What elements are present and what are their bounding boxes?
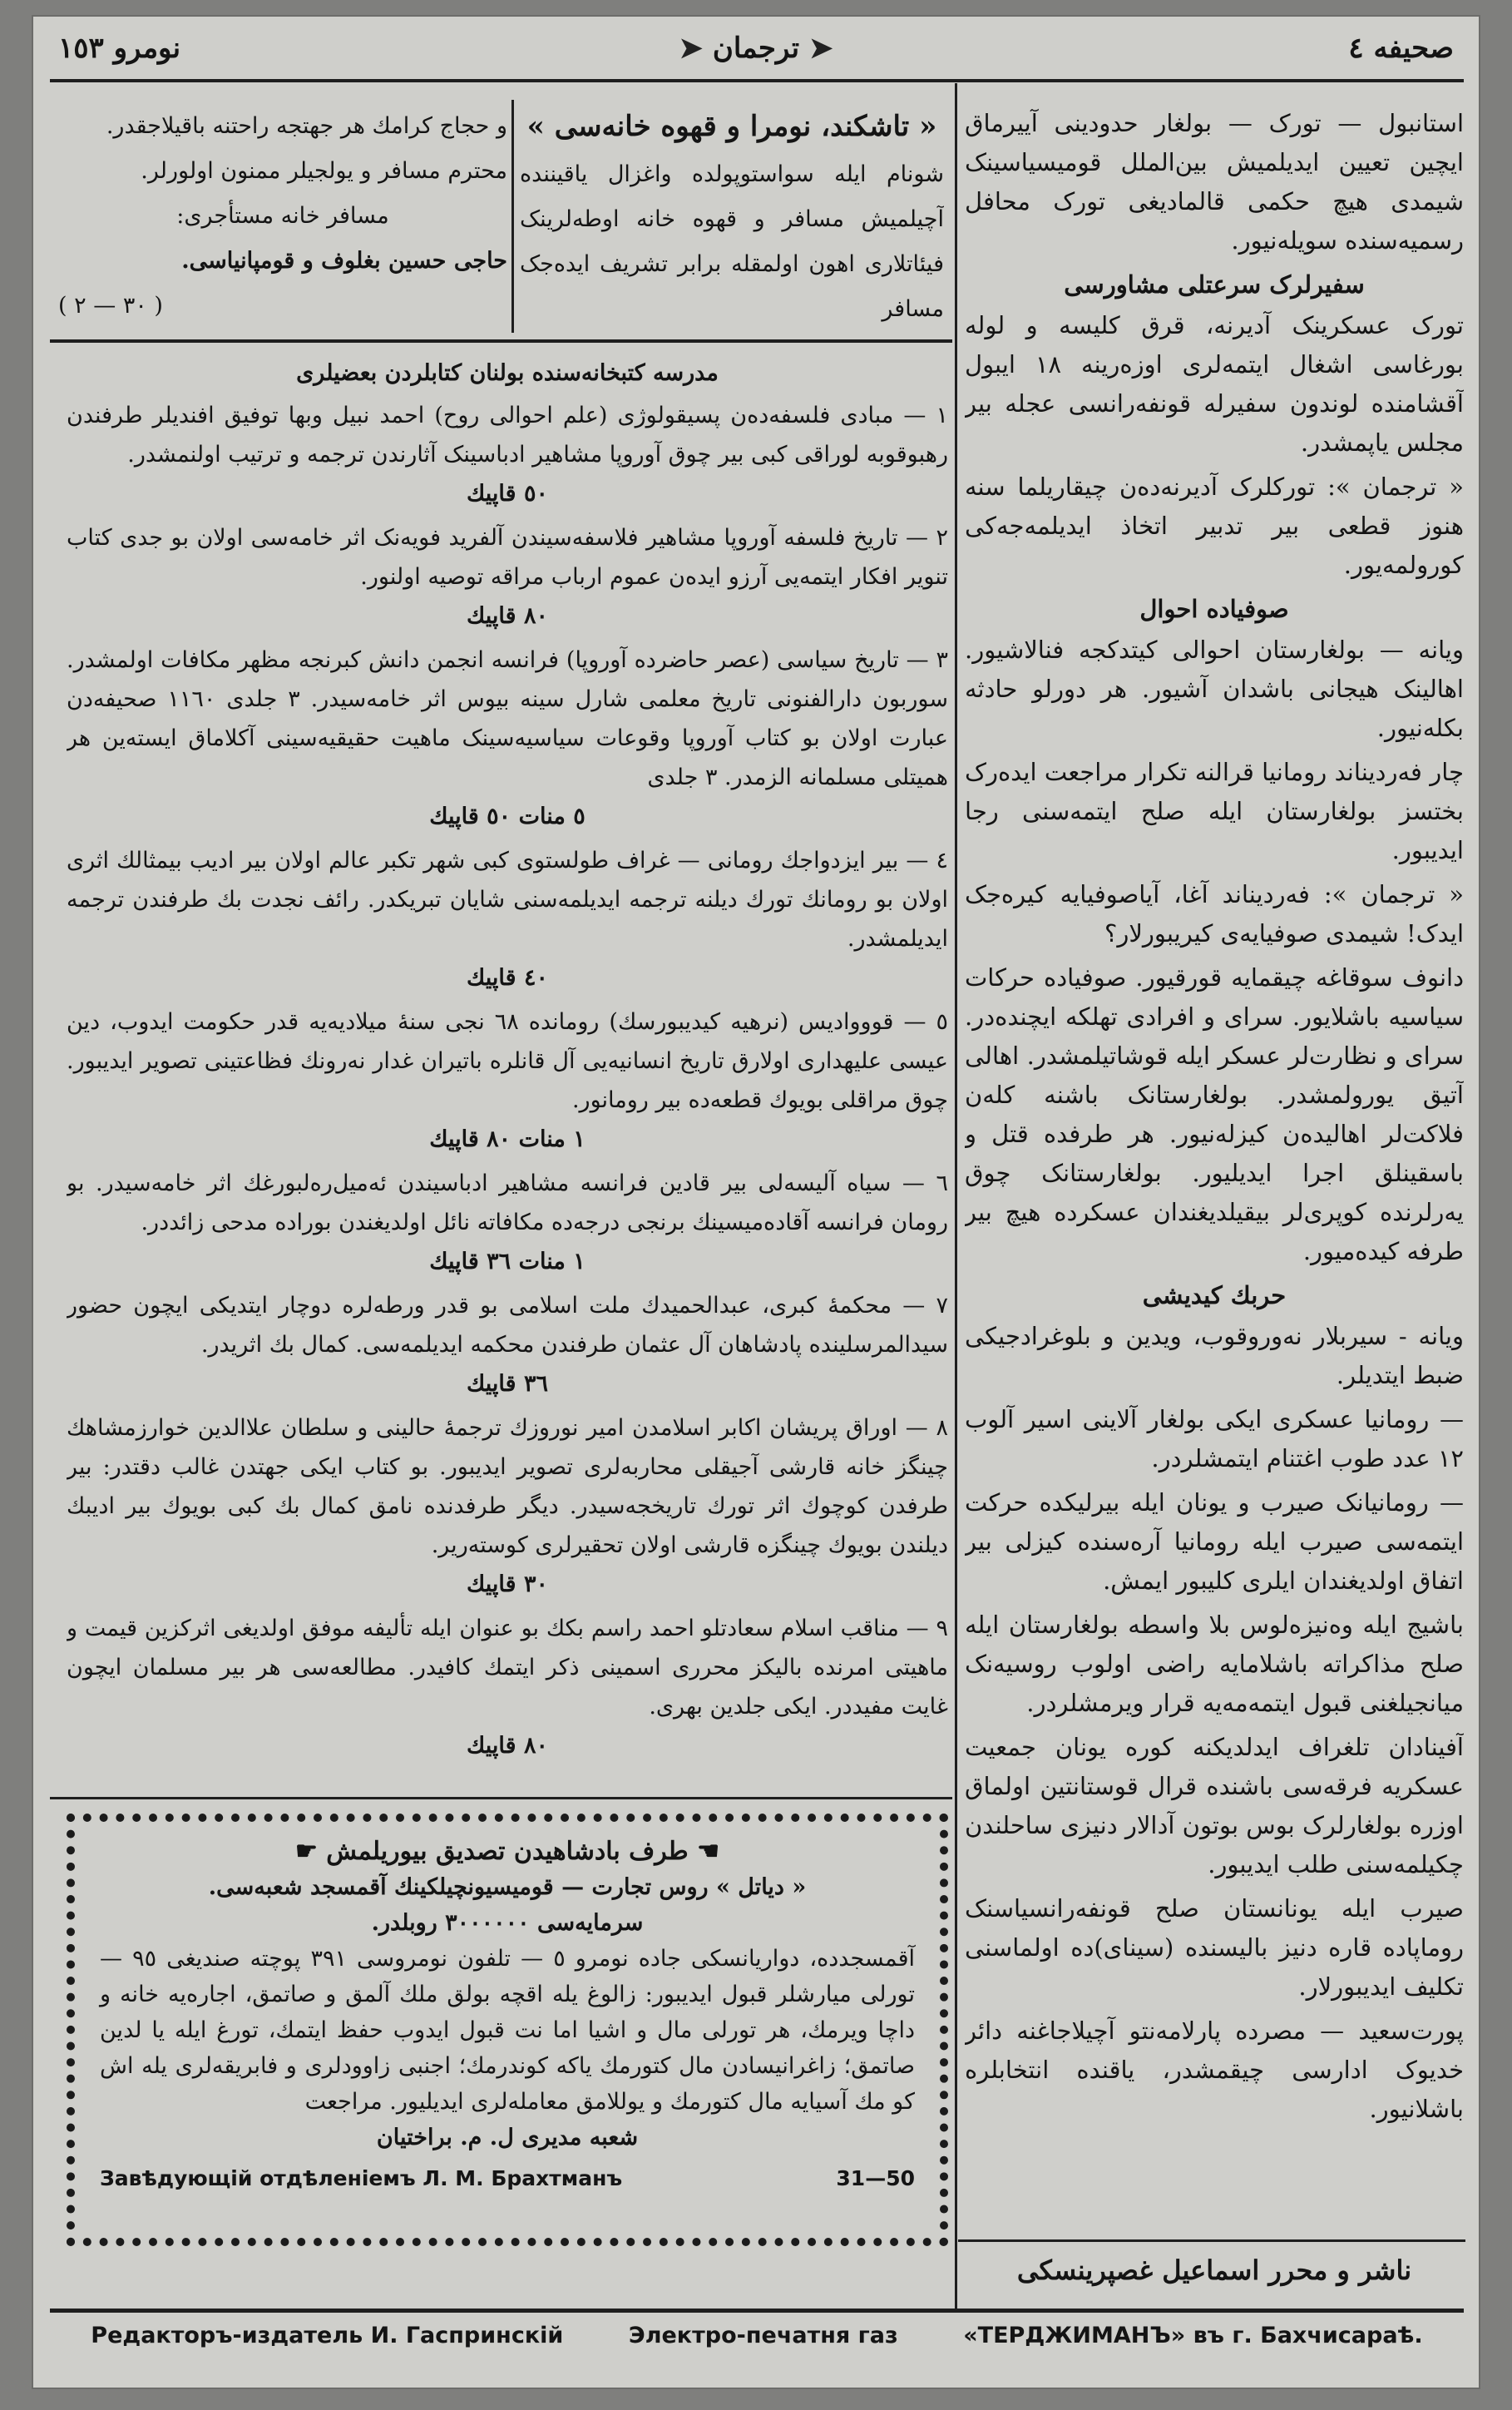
book-price: ٣٠ قاپیك <box>467 1571 548 1597</box>
news-title: سفیرلرک سرعتلی مشاورسی <box>1064 270 1365 299</box>
book-price: ٥٠ قاپیك <box>467 481 548 507</box>
ad-line: ( ٣٠ — ٢ ) <box>58 293 163 319</box>
press-imprint: Электро-печатня газ <box>628 2323 898 2348</box>
news-text: تورک عسکرینک آدیرنه، قرق کلیسه و لوله بورغاسی اشغال ایتمه‌لری اوزه‌رینه ١٨ ایبول آقشامنده لوندون سفیرله قونفه‌رانسی عجله بیر مجلس یاپمشدر. <box>965 311 1464 457</box>
news-item <box>965 958 1464 1271</box>
news-text: چار فه‌ردیناند رومانیا قرالنه تکرار مراجعت ایده‌رک بختسز بولغارستان ایله صلح ایتمه‌سنی رجا ایدیبور. <box>965 758 1464 864</box>
news-text: صیرب ایله یونانستان صلح قونفه‌رانسیاسنک روماپاده قاره دنیز بالیسنده (سینای)ده اولماسنی تکلیف ایدیبورلار. <box>965 1894 1464 2001</box>
header-rule <box>50 79 1464 82</box>
news-item <box>965 265 1464 463</box>
hotel-ad <box>520 104 944 337</box>
book-text: ٩ — مناقب اسلام سعادتلو احمد راسم بکك بو عنوان ایله تألیفه موفق اولدیغی اثرکزین قیمت و ماهیتی امرنده بالیکز محرری اسمینی ذکر ایتمك کافیدر. مطالعه‌سی هر بیر مسلمان ایچون غایت مفیددر. ایکی جلدین بهری. <box>67 1616 948 1720</box>
bank-ad-capital: سرمایه‌سی ٣٠٠٠٠٠٠ روبلدر. <box>371 1910 644 1936</box>
hotel-title: « تاشکند، نومرا و قهوه خانه‌سی » <box>526 110 937 143</box>
news-item <box>965 753 1464 870</box>
hotel-text: شونام ایله سواستوپولده واغزال یاقیننده آچیلمیش مسافر و قهوه خانه اوطه‌لرینک فیئاتلاری اهون اولمقله برابر تشریف ایده‌جک مسافر <box>520 161 944 322</box>
book-text: ٧ — محکمهٔ کبری، عبدالحمیدك ملت اسلامی بو قدر ورطه‌لره دوچار ایتدیکی ایچون حضور سیدالمرسلینده پادشاهان آل عثمان طرفندن محکمه ایدیلمه‌سی. کمال بك اثریدر. <box>67 1293 948 1358</box>
page-number: صحیفه ٤ <box>1348 32 1454 65</box>
ad-line: محترم مسافر و یولجیلر ممنون اولورلر. <box>141 158 507 184</box>
books-rule <box>50 1797 952 1799</box>
masthead-title <box>33 32 1479 65</box>
bank-ad-body: آقمسجدده، دواریانسکی جاده نومرو ٥ — تلفون نومروسی ٣٩١ پوچته صندیغی ٩٥ — تورلی میارشلر قبول ایدیبور: زالوغ یله اقچه بولق ملك آلمق و صاتمق، اجاره‌یه خانه و داچا ویرمك، هر تورلی مال و اشیا اما نت قبول ایدوب حفظ ایتمك، تورغ ایله یا لدین صاتمق؛ زاغرانیسادن مال کتورمك یاکه کوندرمك؛ اجنبی زاوودلری و فابریقه‌لری یله اش کو مك آسیایه مال کتورمك و یوللامق معامله‌لری ایدیلیور. مراجعت <box>100 1946 915 2115</box>
news-text: « ترجمان »: فه‌ردیناند آغا، آیاصوفیایه کیره‌جک ایدک! شیمدی صوفیایه‌ی کیریبورلار؟ <box>965 880 1464 948</box>
news-text: آفینادان تلغراف ایدلدیکنه کوره یونان جمعیت عسکریه فرقه‌سی باشنده قرال قوستانتین اولماق اوزره بولغارلرک بوس بوتون آدالار دنیزی ساحلندن چکیلمه‌سنی طلب ایدیبور. <box>965 1733 1464 1878</box>
news-item <box>965 1606 1464 1723</box>
book-list <box>67 354 948 1759</box>
news-text: — رومانیا عسکری ایکی بولغار آلاینی اسیر آلوب ١٢ عدد طوب اغتنام ایتمشلردر. <box>965 1405 1464 1472</box>
news-text: دانوف سوقاغه چیقمایه قورقیور. صوفیاده حرکات سیاسیه باشلایور. سرای و افرادی تهلکه ایچنده‌در. سرای و نظارت‌لر عسکر ایله قوشاتیلمشدر. اهالی آتیق یورولمشدر. بولغارستانک باشنه کله‌ن فلاکت‌لر اهالیده‌ن کیزله‌نیور. هر طرفده قتل و باسقینلق اجرا ایدیلیور. بولغارستانک چوق یه‌رلرنده کوپری‌لر بیقیلدیغندان عسکرده هیچ بیر طرفه کیده‌میور. <box>965 963 1464 1265</box>
book-price: ٨٠ قاپیك <box>467 1733 548 1759</box>
news-text: ویانه — بولغارستان احوالی کیتدکجه فنالاشیور. اهالینک هیجانی باشدان آشیور. هر دورلو حادثه بکله‌نیور. <box>965 636 1464 742</box>
book-entry <box>67 396 948 513</box>
book-price: ٨٠ قاپیك <box>467 603 548 629</box>
news-item <box>965 1728 1464 1884</box>
news-item <box>965 1400 1464 1478</box>
news-title: صوفیاده احوال <box>1139 595 1289 623</box>
news-item <box>965 2012 1464 2129</box>
bank-ad-manager: شعبه مدیری ل. م. براختیان <box>376 2125 639 2150</box>
news-item <box>965 1889 1464 2007</box>
book-entry <box>67 1164 948 1281</box>
footer-rule <box>50 2309 1464 2313</box>
news-text: « ترجمان »: تورکلرک آدیرنه‌ده‌ن چیقاریلما سنه هنوز قطعی بیر تدبیر اتخاذ ایدیلمه‌جه‌کی کورولمه‌یور. <box>965 473 1464 579</box>
news-text: باشیج ایله وه‌نیزه‌لوس بلا واسطه بولغارستان ایله صلح مذاکراته باشلامایه راضی اولوب روسیه‌نک میانجیلغنی قبول ایتمه‌مه‌یه قرار ویرمشلردر. <box>965 1611 1464 1717</box>
book-text: ١ — مبادی فلسفه‌ده‌ن پسیقولوژی (علم احوالی روح) احمد نبیل وبها توفیق افندیلر طرفندن رهبوقوبه لوراقی کبی بیر چوق آوروپا مشاهیر ادباسینک آثارندن ترجمه و ترتیب اولنمشدر. <box>67 403 948 468</box>
publisher-rule <box>958 2239 1465 2242</box>
bank-ad-title-text: طرف بادشاهیدن تصدیق بیوریلمش <box>326 1837 689 1866</box>
paper-name: ترجمان <box>712 32 800 65</box>
book-text: ٢ — تاریخ فلسفه آوروپا مشاهیر فلاسفه‌سیندن آلفرید فویه‌نک اثر خامه‌سی اولان بو جدی کتاب تنویر افکار ایتمه‌یی آرزو ایده‌ن عموم ارباب مراقه توصیه اولنور. <box>67 525 948 590</box>
column-divider <box>955 83 957 2313</box>
ad-line: و حجاج کرامك هر جهتجه راحتنه باقیلاجقدر. <box>106 113 507 139</box>
book-entry <box>67 641 948 836</box>
book-entry <box>67 1408 948 1604</box>
news-item <box>965 104 1464 260</box>
news-item <box>965 468 1464 585</box>
book-text: ٣ — تاریخ سیاسی (عصر حاضرده آوروپا) فرانسه انجمن دانش کبرنجه مظهر مکافات اولمشدر. سوربون دارالفنونی تاریخ معلمی شارل سینه بیوس اثر خامه‌سیدر. ٣ جلدی ١١٦٠ صحیفه‌دن عبارت اولان بو کتاب آوروپا وقوعات سیاسیه‌سینک ماهیت حقیقیه‌سینی آکلاماق ایسته‌ین هر همیتلی مسلمانه الزمدر. ٣ جلدی <box>67 647 948 790</box>
book-text: ٥ — قوووادیس (نرهیه کیدیبورسك) رومانده ٦٨ نجی سنهٔ میلادیه‌یه قدر حکومت ایدوب، دین عیسی علیهداری اولارق تاریخ انسانیه‌یی آل قانلره باتیران غدار نه‌رونك فظاعتینی تصویر ایدیبور. چوق مراقلی بویوك قطعه‌ده بیر رومانور. <box>67 1009 948 1113</box>
bank-ad-name: « دیاتل » روس تجارت — قومیسیونچیلکینك آقمسجد شعبه‌سی. <box>208 1874 807 1900</box>
ornament-left-icon: ➤ <box>679 32 713 65</box>
book-text: ٦ — سیاه آلیسه‌لی بیر قادین فرانسه مشاهیر ادباسیندن ئه‌میل‌ره‌لبورغك اثر خامه‌سیدر. بو رومان فرانسه آقاده‌میسینك برنجی درجه‌ده مکافاته نائل اولدیغندن بوراده مدحی زائددر. <box>67 1170 948 1235</box>
issue-number: نومرو ١٥٣ <box>58 32 181 65</box>
news-text: — رومانیانک صیرب و یونان ایله بیرلیکده حرکت ایتمه‌سی صیرب ایله رومانیا آره‌سنده کیزلی بیر اتفاق اولدیغندان ایلری کلیبور ایمش. <box>965 1488 1464 1595</box>
book-price: ١ منات ٣٦ قاپیك <box>429 1249 586 1274</box>
top-box-rule <box>50 339 952 343</box>
hand-pointer-icon: ☛ <box>294 1837 327 1866</box>
bank-ad-serial: 31—50 <box>836 2166 915 2190</box>
bank-ad-title <box>100 1833 915 1869</box>
ad-line: حاجی حسین بغلوف و قومپانیاسی. <box>181 248 507 274</box>
book-price: ١ منات ٨٠ قاپیك <box>429 1126 586 1152</box>
news-item <box>965 1276 1464 1395</box>
bank-advertisement <box>67 1814 948 2246</box>
ornament-right-icon: ➤ <box>799 32 833 65</box>
book-entry <box>67 1286 948 1403</box>
news-item <box>965 875 1464 953</box>
news-item <box>965 1483 1464 1601</box>
book-text: ٤ — بیر ایزدواجك رومانی — غراف طولستوی کبی شهر تکبر عالم اولان بیر ادیب بیمثالك اثری اولان بو رومانك تورك دیلنه ترجمه ایدیلمه‌سنی شایان تبریکدر. رائف نجدت بك طرفندن ترجمه ایدیلمشدر. <box>67 848 948 952</box>
book-text: ٨ — اوراق پریشان اکابر اسلامدن امیر نوروزك ترجمهٔ حالینی و سلطان علاالدین خوارزمشاهك چینگز خانه قارشی آجیقلی محاربه‌لری تصویر ایدیبور. بو کتاب ایکی جهتدن غالب دقتدر: بیر طرفدن کوچوك اثر تورك تاریخجه‌سیدر. دیگر طرفدنده نامق کمال بك کبی بویوك بیر ادیبك دیلندن بویوك چینگزه قارشی اولان تحقیرلری کوسته‌ریر. <box>67 1415 948 1558</box>
book-list-heading: مدرسه کتبخانه‌سنده بولنان کتابلردن بعضیلری <box>296 360 719 386</box>
editor-imprint: Редакторъ-издатель И. Гаспринскій <box>91 2323 564 2348</box>
news-title: حربك كيديشى <box>1142 1281 1287 1309</box>
hand-pointer-icon: ☚ <box>688 1837 720 1866</box>
news-text: ویانه - سیربلار نه‌وروقوب، ویدین و بلوغرادجیکی ضبط ایتدیلر. <box>965 1322 1464 1389</box>
bank-ad-footer <box>100 2160 915 2196</box>
news-item <box>965 590 1464 748</box>
hotel-ad-continuation <box>58 104 507 337</box>
ad-line: مسافر خانه مستأجری: <box>176 203 389 229</box>
book-price: ٤٠ قاپیك <box>467 965 548 991</box>
news-text: استانبول — تورک — بولغار حدودینی آییرماق ایچین تعیین ایدیلمیش بین‌الملل قومیسیاسینک شیمدی هیچ حکمی قالمادیغی تورک محافل رسمیه‌سنده سویله‌نیور. <box>965 109 1464 255</box>
book-entry <box>67 1002 948 1159</box>
book-entry <box>67 518 948 636</box>
book-entry <box>67 1609 948 1759</box>
book-price: ٣٦ قاپیك <box>467 1371 548 1397</box>
bank-ad-manager-ru: Завѣдующій отдѣленіемъ Л. М. Брахтманъ <box>100 2166 623 2190</box>
top-box-divider <box>511 100 514 333</box>
imprint-footer <box>58 2323 1455 2348</box>
book-price: ٥ منات ٥٠ قاپیك <box>429 804 586 829</box>
news-text: پورت‌سعید — مصرده پارلامه‌نتو آچیلاجاغنه دائر خدیوک ادارسی چیقمشدر، یاقنده انتخابلره باشلانیور. <box>965 2017 1464 2123</box>
publisher-line: ناشر و محرر اسماعیل غصپرینسکی <box>1016 2254 1412 2286</box>
news-column <box>965 104 1464 2217</box>
paper-imprint: «ТЕРДЖИМАНЪ» въ г. Бахчисараѣ. <box>963 2323 1423 2348</box>
newspaper-page <box>33 17 1479 2388</box>
book-entry <box>67 841 948 997</box>
